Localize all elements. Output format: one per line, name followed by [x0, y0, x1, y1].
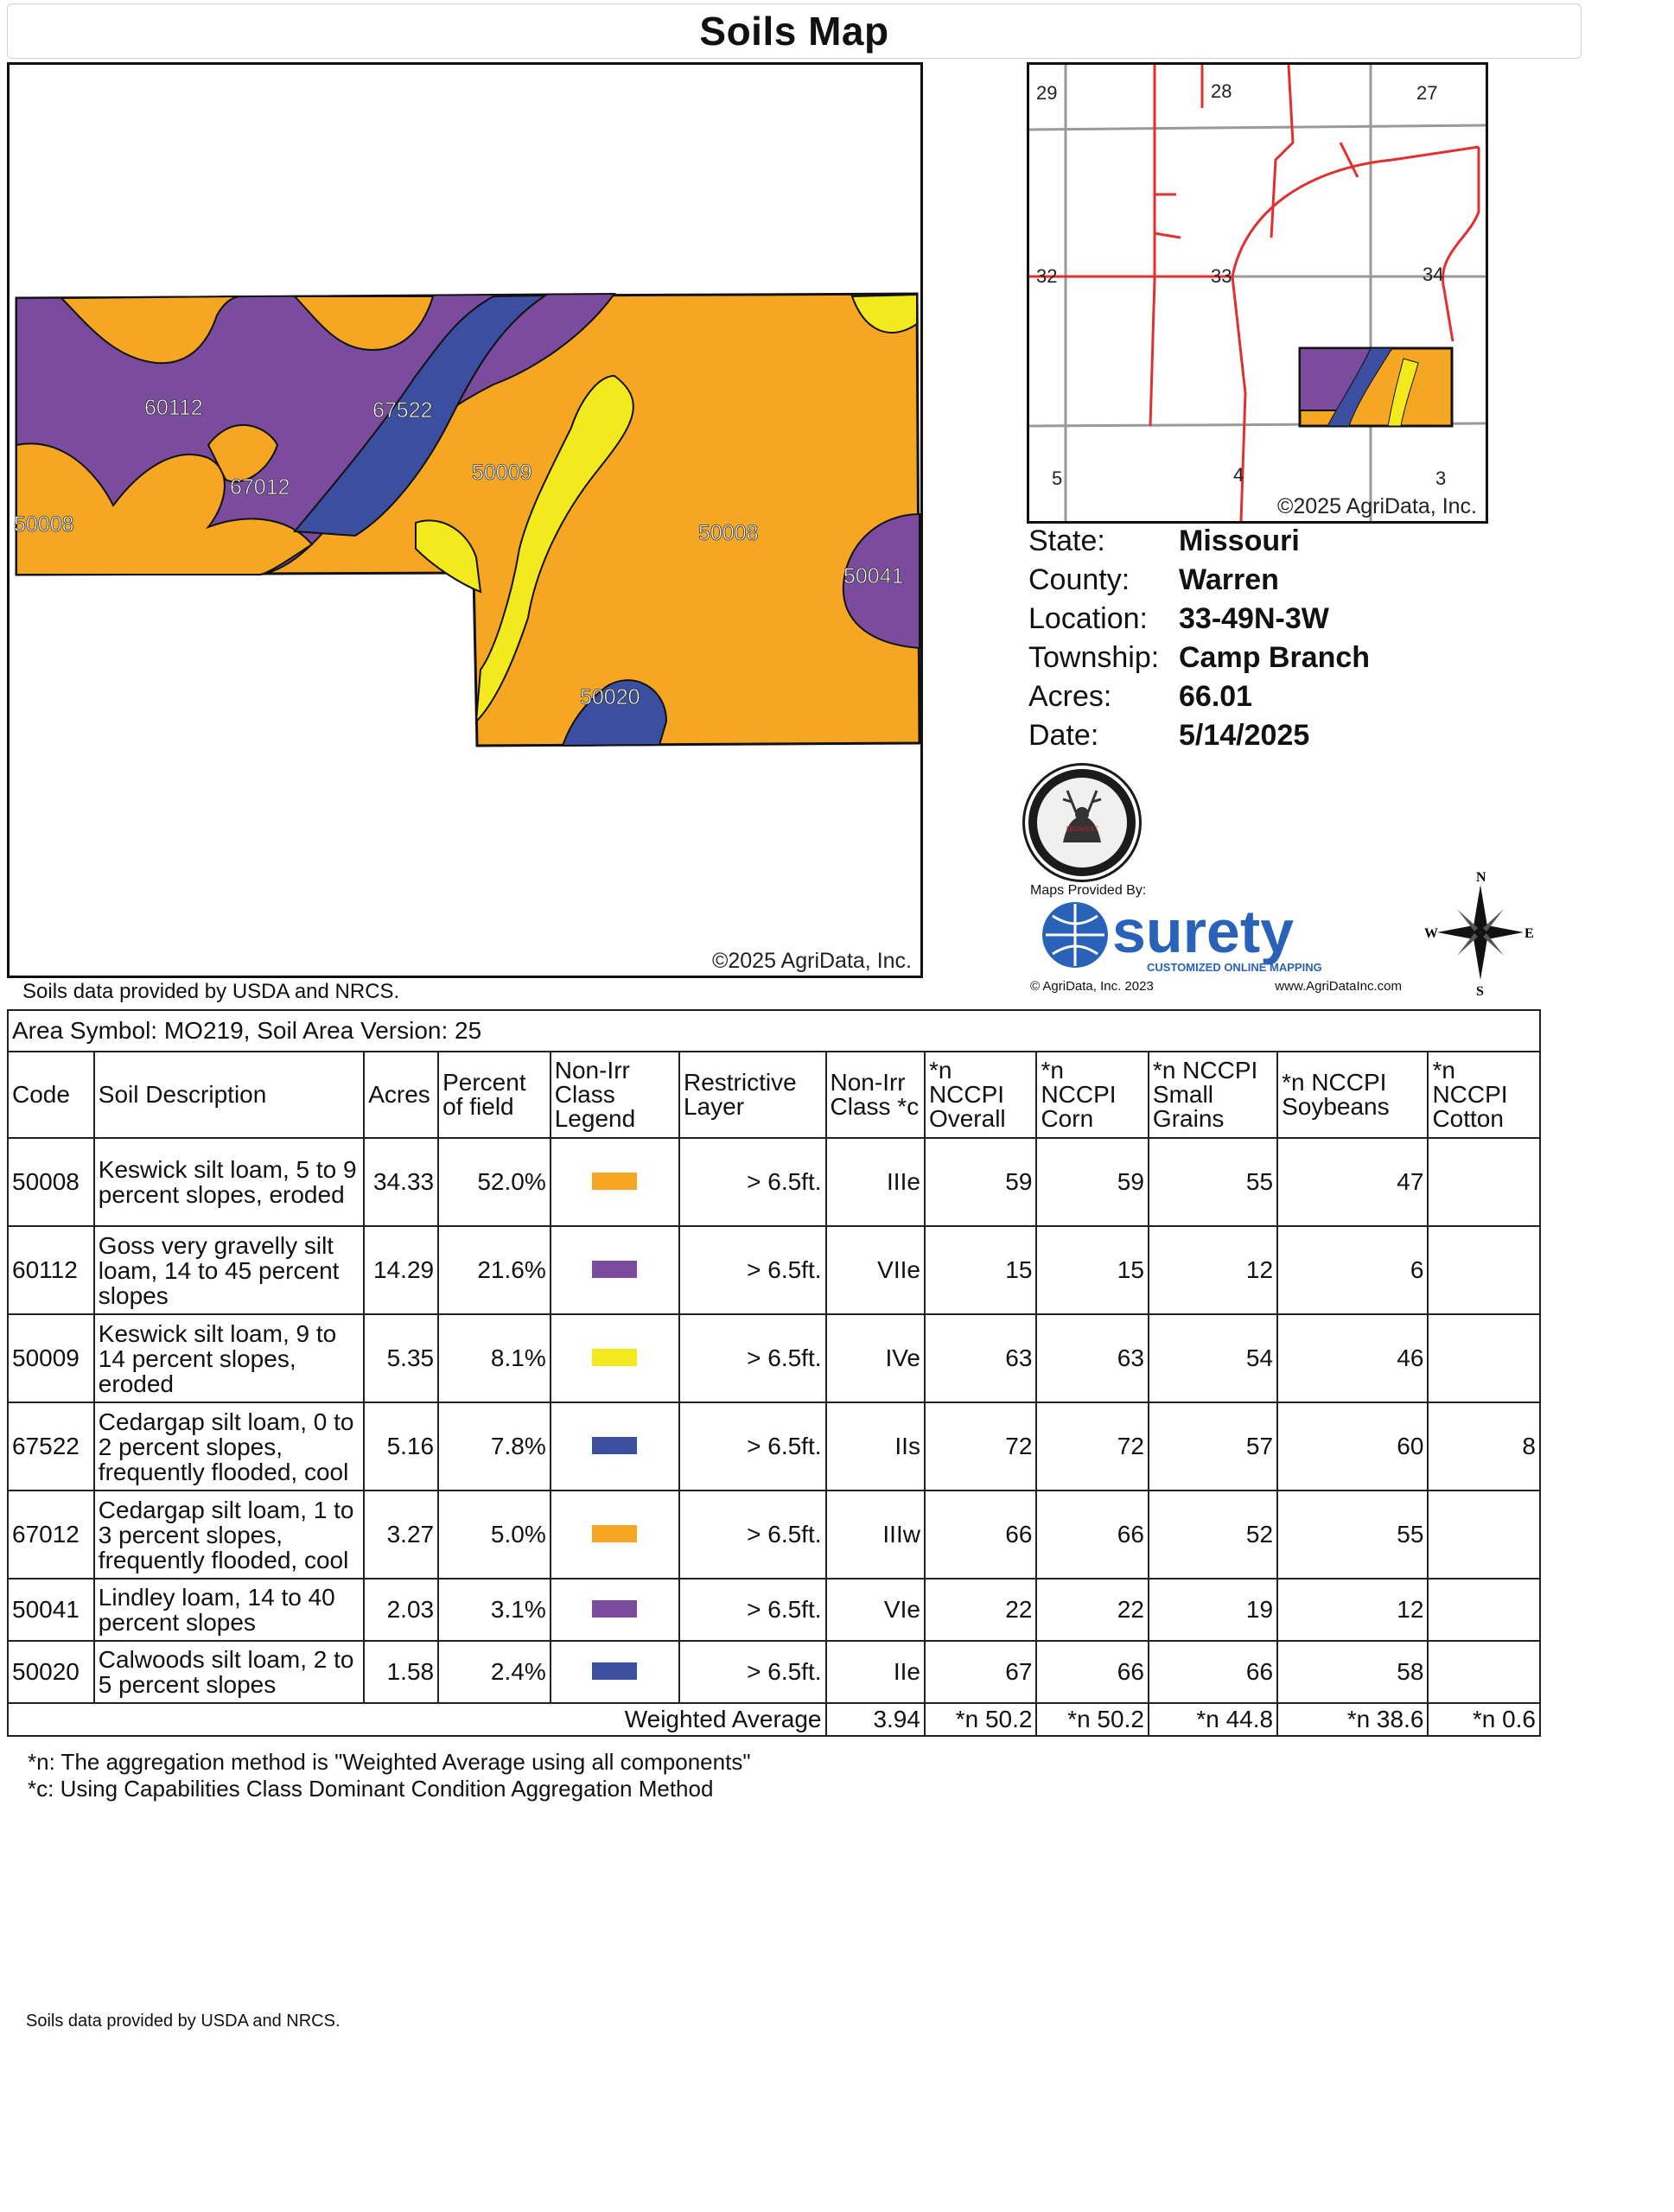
legend-swatch	[551, 1641, 679, 1703]
legend-color-swatch	[592, 1261, 637, 1278]
soil-code: 50009	[8, 1314, 94, 1402]
maps-provided-by: Maps Provided By:	[1030, 883, 1147, 898]
table-row	[8, 1226, 1540, 1314]
info-key: Date:	[1028, 719, 1099, 752]
footnote: *n: The aggregation method is "Weighted Average using all components"	[28, 1749, 751, 1775]
weighted-small-grains: *n 44.8	[1149, 1703, 1277, 1736]
section-label: 3	[1435, 467, 1447, 489]
nccpi-corn: 66	[1036, 1641, 1148, 1703]
col-header: Code	[8, 1052, 94, 1138]
soil-acres: 14.29	[364, 1226, 438, 1314]
non-irr-class: VIIe	[826, 1226, 925, 1314]
soil-percent: 7.8%	[438, 1402, 551, 1491]
nccpi-corn: 72	[1036, 1402, 1148, 1491]
section-label: 28	[1211, 80, 1232, 102]
col-header: *n NCCPI Overall	[925, 1052, 1037, 1138]
section-label: 29	[1036, 82, 1058, 104]
deer-icon	[1028, 769, 1136, 876]
section-label: 4	[1233, 464, 1244, 486]
soils-map[interactable]	[7, 62, 923, 978]
map-label: 50008	[698, 521, 759, 545]
map-label: 60112	[144, 396, 203, 420]
soil-description: Cedargap silt loam, 0 to 2 percent slopes, frequently flooded, cool	[94, 1402, 364, 1491]
info-key: Location:	[1028, 602, 1148, 635]
nccpi-overall: 67	[925, 1641, 1037, 1703]
nccpi-corn: 59	[1036, 1138, 1148, 1226]
soil-percent: 21.6%	[438, 1226, 551, 1314]
col-header: *n NCCPI Small Grains	[1149, 1052, 1277, 1138]
soil-description: Keswick silt loam, 5 to 9 percent slopes, eroded	[94, 1138, 364, 1226]
midwest-seal-logo	[1025, 766, 1139, 880]
restrictive-layer: > 6.5ft.	[679, 1402, 826, 1491]
soil-acres: 5.16	[364, 1402, 438, 1491]
col-header: Non-Irr Class Legend	[551, 1052, 679, 1138]
nccpi-soybeans: 46	[1277, 1314, 1428, 1402]
nccpi-small-grains: 66	[1149, 1641, 1277, 1703]
soils-map-canvas	[10, 65, 920, 976]
legend-color-swatch	[592, 1525, 637, 1542]
nccpi-overall: 66	[925, 1491, 1037, 1579]
nccpi-cotton	[1428, 1226, 1540, 1314]
footnote: *c: Using Capabilities Class Dominant Condition Aggregation Method	[28, 1776, 714, 1802]
table-row	[8, 1491, 1540, 1579]
nccpi-small-grains: 57	[1149, 1402, 1277, 1491]
table-row	[8, 1579, 1540, 1641]
nccpi-corn: 15	[1036, 1226, 1148, 1314]
restrictive-layer: > 6.5ft.	[679, 1314, 826, 1402]
nccpi-soybeans: 12	[1277, 1579, 1428, 1641]
info-key: State:	[1028, 524, 1105, 557]
section-label: 33	[1211, 265, 1232, 287]
nccpi-overall: 22	[925, 1579, 1037, 1641]
nccpi-cotton: 8	[1428, 1402, 1540, 1491]
legend-color-swatch	[592, 1600, 637, 1618]
col-header: Acres	[364, 1052, 438, 1138]
surety-tagline: CUSTOMIZED ONLINE MAPPING	[1147, 961, 1322, 974]
nccpi-small-grains: 19	[1149, 1579, 1277, 1641]
non-irr-class: IIIw	[826, 1491, 925, 1579]
soil-description: Goss very gravelly silt loam, 14 to 45 percent slopes	[94, 1226, 364, 1314]
nccpi-soybeans: 60	[1277, 1402, 1428, 1491]
page-title-bar	[7, 3, 1582, 59]
nccpi-overall: 15	[925, 1226, 1037, 1314]
soil-percent: 8.1%	[438, 1314, 551, 1402]
legend-swatch	[551, 1138, 679, 1226]
compass-n: N	[1476, 870, 1486, 885]
nccpi-cotton	[1428, 1641, 1540, 1703]
col-header: Non-Irr Class *c	[826, 1052, 925, 1138]
bottom-source-note: Soils data provided by USDA and NRCS.	[26, 2012, 341, 2031]
surety-copyright: © AgriData, Inc. 2023	[1030, 979, 1154, 994]
soil-acres: 1.58	[364, 1641, 438, 1703]
table-row	[8, 1641, 1540, 1703]
surety-logo	[1030, 899, 1402, 976]
soil-code: 67522	[8, 1402, 94, 1491]
info-key: Acres:	[1028, 680, 1112, 713]
legend-color-swatch	[592, 1349, 637, 1366]
legend-swatch	[551, 1314, 679, 1402]
nccpi-overall: 63	[925, 1314, 1037, 1402]
info-key: Township:	[1028, 641, 1160, 674]
section-label: 34	[1423, 264, 1444, 285]
soil-code: 50041	[8, 1579, 94, 1641]
map-label: 50008	[14, 512, 74, 537]
info-value: 5/14/2025	[1179, 719, 1310, 752]
col-header: *n NCCPI Soybeans	[1277, 1052, 1428, 1138]
nccpi-corn: 22	[1036, 1579, 1148, 1641]
non-irr-class: IIIe	[826, 1138, 925, 1226]
col-header: Soil Description	[94, 1052, 364, 1138]
info-value: Camp Branch	[1179, 641, 1371, 674]
page-title: Soils Map	[699, 9, 889, 54]
weighted-average-row	[8, 1703, 1540, 1736]
map-label: 50041	[843, 564, 904, 588]
legend-swatch	[551, 1579, 679, 1641]
soil-acres: 5.35	[364, 1314, 438, 1402]
restrictive-layer: > 6.5ft.	[679, 1226, 826, 1314]
restrictive-layer: > 6.5ft.	[679, 1641, 826, 1703]
nccpi-small-grains: 52	[1149, 1491, 1277, 1579]
nccpi-soybeans: 6	[1277, 1226, 1428, 1314]
nccpi-soybeans: 47	[1277, 1138, 1428, 1226]
area-symbol: Area Symbol: MO219, Soil Area Version: 25	[8, 1010, 1540, 1052]
nccpi-corn: 63	[1036, 1314, 1148, 1402]
soil-rows	[8, 1138, 1540, 1703]
info-value: 66.01	[1179, 680, 1253, 713]
nccpi-cotton	[1428, 1491, 1540, 1579]
col-header: *n NCCPI Cotton	[1428, 1052, 1540, 1138]
compass-w: W	[1424, 926, 1438, 941]
soil-acres: 34.33	[364, 1138, 438, 1226]
info-key: County:	[1028, 563, 1130, 596]
seal-text: MIDWEST	[1066, 825, 1098, 833]
soil-acres: 3.27	[364, 1491, 438, 1579]
source-note: Soils data provided by USDA and NRCS.	[22, 980, 400, 1003]
compass-s: S	[1476, 984, 1484, 997]
section-label: 27	[1416, 82, 1438, 104]
info-value: 33-49N-3W	[1179, 602, 1329, 635]
compass-e: E	[1524, 926, 1534, 941]
legend-swatch	[551, 1226, 679, 1314]
nccpi-small-grains: 54	[1149, 1314, 1277, 1402]
weighted-class: 3.94	[826, 1703, 925, 1736]
soil-description: Calwoods silt loam, 2 to 5 percent slopes	[94, 1641, 364, 1703]
nccpi-overall: 72	[925, 1402, 1037, 1491]
soils-table	[7, 1009, 1541, 1737]
compass-rose-icon	[1424, 868, 1537, 997]
surety-wordmark: surety	[1112, 899, 1295, 965]
legend-color-swatch	[592, 1662, 637, 1680]
table-row	[8, 1314, 1540, 1402]
info-value: Warren	[1179, 563, 1279, 596]
footnotes	[28, 1749, 751, 1802]
section-label: 32	[1036, 265, 1058, 287]
soil-percent: 2.4%	[438, 1641, 551, 1703]
non-irr-class: IIs	[826, 1402, 925, 1491]
soil-description: Cedargap silt loam, 1 to 3 percent slopes, frequently flooded, cool	[94, 1491, 364, 1579]
soil-acres: 2.03	[364, 1579, 438, 1641]
map-label: 67012	[230, 475, 290, 499]
legend-color-swatch	[592, 1173, 637, 1190]
restrictive-layer: > 6.5ft.	[679, 1491, 826, 1579]
nccpi-cotton	[1428, 1579, 1540, 1641]
info-value: Missouri	[1179, 524, 1300, 557]
soil-description: Keswick silt loam, 9 to 14 percent slopes, eroded	[94, 1314, 364, 1402]
legend-swatch	[551, 1402, 679, 1491]
weighted-overall: *n 50.2	[925, 1703, 1037, 1736]
non-irr-class: IVe	[826, 1314, 925, 1402]
nccpi-cotton	[1428, 1138, 1540, 1226]
locator-map[interactable]	[1027, 62, 1488, 524]
field-info	[1028, 522, 1370, 755]
locator-roads	[1029, 65, 1486, 521]
map-label: 50009	[472, 461, 532, 485]
legend-swatch	[551, 1491, 679, 1579]
nccpi-small-grains: 55	[1149, 1138, 1277, 1226]
col-header: Restrictive Layer	[679, 1052, 826, 1138]
nccpi-cotton	[1428, 1314, 1540, 1402]
nccpi-corn: 66	[1036, 1491, 1148, 1579]
map-copyright: ©2025 AgriData, Inc.	[711, 949, 912, 973]
col-header: Percent of field	[438, 1052, 551, 1138]
soil-percent: 3.1%	[438, 1579, 551, 1641]
table-row	[8, 1402, 1540, 1491]
col-header: *n NCCPI Corn	[1036, 1052, 1148, 1138]
soil-code: 50020	[8, 1641, 94, 1703]
weighted-cotton: *n 0.6	[1428, 1703, 1540, 1736]
restrictive-layer: > 6.5ft.	[679, 1138, 826, 1226]
map-label: 67522	[372, 398, 433, 423]
restrictive-layer: > 6.5ft.	[679, 1579, 826, 1641]
non-irr-class: VIe	[826, 1579, 925, 1641]
soil-code: 60112	[8, 1226, 94, 1314]
non-irr-class: IIe	[826, 1641, 925, 1703]
section-label: 5	[1052, 467, 1063, 489]
soil-percent: 52.0%	[438, 1138, 551, 1226]
surety-footer	[1030, 979, 1402, 994]
table-row	[8, 1138, 1540, 1226]
weighted-label: Weighted Average	[8, 1703, 826, 1736]
nccpi-soybeans: 58	[1277, 1641, 1428, 1703]
nccpi-overall: 59	[925, 1138, 1037, 1226]
soil-percent: 5.0%	[438, 1491, 551, 1579]
legend-color-swatch	[592, 1437, 637, 1454]
map-label: 50020	[580, 685, 640, 709]
nccpi-small-grains: 12	[1149, 1226, 1277, 1314]
soil-code: 67012	[8, 1491, 94, 1579]
soil-code: 50008	[8, 1138, 94, 1226]
locator-copyright: ©2025 AgriData, Inc.	[1276, 494, 1477, 518]
weighted-corn: *n 50.2	[1036, 1703, 1148, 1736]
soil-description: Lindley loam, 14 to 40 percent slopes	[94, 1579, 364, 1641]
surety-website[interactable]: www.AgriDataInc.com	[1275, 979, 1402, 994]
weighted-soybeans: *n 38.6	[1277, 1703, 1428, 1736]
nccpi-soybeans: 55	[1277, 1491, 1428, 1579]
